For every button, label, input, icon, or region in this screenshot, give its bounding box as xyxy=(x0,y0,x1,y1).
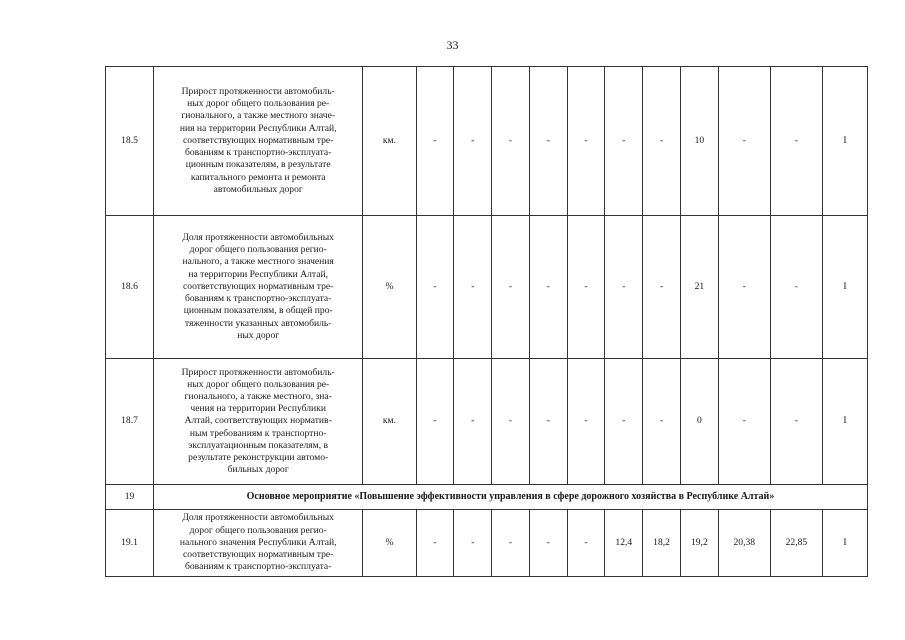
value-cell: 22,85 xyxy=(770,510,822,577)
desc-line: на территории Республики Алтай, xyxy=(188,268,329,280)
table-row xyxy=(106,216,868,359)
value-cell: - xyxy=(529,67,567,216)
value-cell: - xyxy=(770,67,822,216)
desc-line: эксплуатационным показателям, в xyxy=(188,439,329,451)
value-cell: 0 xyxy=(680,359,718,485)
value-cell: - xyxy=(770,359,822,485)
value-cell: - xyxy=(567,216,605,359)
value-cell: 10 xyxy=(680,67,718,216)
desc-line: капитального ремонта и ремонта xyxy=(190,171,326,183)
indicator-description xyxy=(154,510,363,577)
row-number: 18.5 xyxy=(106,67,154,216)
flag-cell: I xyxy=(822,359,867,485)
desc-line: Алтай, соответствующих норматив- xyxy=(184,415,332,427)
desc-line: дорог общего пользования регио- xyxy=(189,524,327,536)
flag-cell: I xyxy=(822,67,867,216)
desc-line: Прирост протяженности автомобиль- xyxy=(181,86,335,98)
indicator-description xyxy=(154,67,363,216)
indicator-description xyxy=(154,359,363,485)
value-cell: - xyxy=(492,510,530,577)
value-cell: - xyxy=(643,67,681,216)
value-cell: 20,38 xyxy=(718,510,770,577)
desc-line: ных дорог общего пользования ре- xyxy=(187,378,330,390)
desc-line: Прирост протяженности автомобиль- xyxy=(181,366,335,378)
value-cell: - xyxy=(492,359,530,485)
value-cell: - xyxy=(454,216,492,359)
value-cell: - xyxy=(567,359,605,485)
value-cell: - xyxy=(605,216,643,359)
desc-line: соответствующих нормативным тре- xyxy=(183,134,334,146)
flag-cell: I xyxy=(822,510,867,577)
value-cell: - xyxy=(492,216,530,359)
unit-cell: км. xyxy=(363,359,416,485)
desc-line: автомобильных дорог xyxy=(213,183,303,195)
value-cell: - xyxy=(416,216,454,359)
desc-line: результате реконструкции автомо- xyxy=(188,452,329,463)
value-cell: - xyxy=(454,67,492,216)
desc-line: ным требованиям к транспортно- xyxy=(189,427,327,439)
value-cell: - xyxy=(718,67,770,216)
desc-line: Доля протяженности автомобильных xyxy=(182,512,334,524)
desc-line: бованиям к транспортно-эксплуата- xyxy=(185,561,332,573)
value-cell: - xyxy=(416,510,454,577)
desc-line: бованиям к транспортно-эксплуата- xyxy=(185,293,332,305)
table-row xyxy=(106,510,868,577)
unit-cell: % xyxy=(363,510,416,577)
desc-line: ционным показателям, в результате xyxy=(185,159,331,171)
row-number: 18.7 xyxy=(106,359,154,485)
page-number: 33 xyxy=(446,38,459,52)
value-cell: - xyxy=(529,359,567,485)
desc-line: ных дорог xyxy=(237,329,280,341)
desc-line: нального значения Республики Алтай, xyxy=(179,536,337,548)
flag-cell: I xyxy=(822,216,867,359)
desc-line: Доля протяженности автомобильных xyxy=(182,232,334,244)
value-cell: - xyxy=(416,359,454,485)
value-cell: - xyxy=(454,359,492,485)
desc-line: гионального, а также местного, зна- xyxy=(184,390,332,402)
value-cell: - xyxy=(643,359,681,485)
unit-cell: км. xyxy=(363,67,416,216)
desc-line: соответствующих нормативным тре- xyxy=(183,280,334,292)
desc-line: ния на территории Республики Алтай, xyxy=(179,122,337,134)
section-title: Основное мероприятие «Повышение эффективности управления в сфере дорожного хозяйства в Республике Алтай» xyxy=(154,485,868,510)
value-cell: - xyxy=(492,67,530,216)
row-number: 19.1 xyxy=(106,510,154,577)
value-cell: 19,2 xyxy=(680,510,718,577)
indicators-table xyxy=(105,66,868,577)
value-cell: - xyxy=(643,216,681,359)
desc-line: тяженности указанных автомобиль- xyxy=(184,317,332,329)
value-cell: - xyxy=(605,67,643,216)
indicator-description xyxy=(154,216,363,359)
value-cell: - xyxy=(718,359,770,485)
desc-line: чения на территории Республики xyxy=(190,403,326,415)
table-row xyxy=(106,67,868,216)
value-cell: - xyxy=(718,216,770,359)
desc-line: дорог общего пользования регио- xyxy=(189,244,327,256)
value-cell: - xyxy=(529,216,567,359)
section-row xyxy=(106,485,868,510)
value-cell: - xyxy=(454,510,492,577)
value-cell: - xyxy=(529,510,567,577)
desc-line: нального, а также местного значения xyxy=(182,256,334,268)
value-cell: - xyxy=(416,67,454,216)
value-cell: - xyxy=(567,67,605,216)
section-number: 19 xyxy=(106,485,154,510)
desc-line: ных дорог общего пользования ре- xyxy=(187,98,330,110)
desc-line: соответствующих нормативным тре- xyxy=(183,549,334,561)
desc-line: бильных дорог xyxy=(227,464,289,476)
desc-line: гионального, а также местного значе- xyxy=(181,110,336,122)
value-cell: - xyxy=(605,359,643,485)
desc-line: бованиям к транспортно-эксплуата- xyxy=(185,147,332,159)
unit-cell: % xyxy=(363,216,416,359)
value-cell: - xyxy=(567,510,605,577)
desc-line: ционным показателям, в общей про- xyxy=(183,305,333,317)
value-cell: 18,2 xyxy=(643,510,681,577)
value-cell: 12,4 xyxy=(605,510,643,577)
value-cell: 21 xyxy=(680,216,718,359)
table-row xyxy=(106,359,868,485)
value-cell: - xyxy=(770,216,822,359)
row-number: 18.6 xyxy=(106,216,154,359)
